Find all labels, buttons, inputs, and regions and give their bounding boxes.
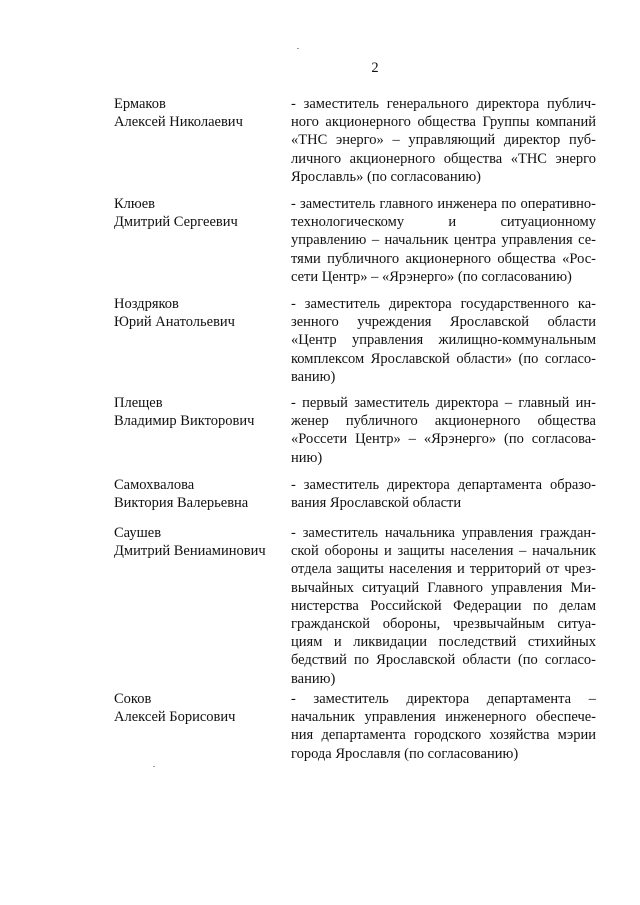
member-role: [291, 95, 596, 186]
member-given-names: Дмитрий Вениаминович: [114, 543, 266, 560]
role-line: нистерства Российской Федерации по делам: [291, 597, 596, 614]
role-line: ного акционерного общества Группы компаний: [291, 114, 596, 131]
role-line: бедствий по Ярославской области (по согласо-: [291, 652, 596, 669]
role-line: Ярославль» (по согласованию): [291, 168, 482, 185]
role-line: ванию): [291, 670, 336, 687]
member-given-names: Виктория Валерьевна: [114, 495, 249, 512]
member-role: [291, 295, 596, 386]
role-line: - заместитель главного инженера по оперативно-: [291, 196, 596, 212]
role-line: начальник управления инженерного обеспече-: [291, 709, 596, 726]
member-role: [291, 690, 596, 763]
role-line: комплексом Ярославской области» (по согласо-: [291, 350, 596, 367]
member-surname: Ноздряков: [114, 296, 179, 312]
member-name: [114, 295, 284, 331]
member-surname: Клюев: [114, 196, 156, 212]
member-surname: Самохвалова: [114, 477, 195, 493]
member-name: [114, 394, 284, 430]
role-line: ния департамента городского хозяйства мэрии: [291, 727, 596, 744]
member-role: [291, 476, 596, 512]
role-line: «Россети Центр» – «Ярэнерго» (по согласова-: [291, 431, 596, 448]
role-line: - заместитель директора департамента –: [291, 691, 596, 707]
member-name: [114, 690, 284, 726]
role-line: отдела защиты населения и территорий от чрез-: [291, 561, 596, 578]
role-line: нию): [291, 449, 323, 466]
role-line: циям и ликвидации последствий стихийных: [291, 634, 596, 651]
member-surname: Саушев: [114, 525, 162, 541]
role-line: вычайных ситуаций Главного управления Ми-: [291, 579, 596, 596]
member-given-names: Юрий Анатольевич: [114, 314, 235, 331]
role-line: - заместитель начальника управления граждан-: [291, 525, 596, 541]
role-line: города Ярославля (по согласованию): [291, 745, 519, 762]
role-line: - заместитель директора департамента образо-: [291, 477, 596, 493]
member-surname: Плещев: [114, 395, 163, 411]
role-line: - заместитель генерального директора публич-: [291, 96, 596, 112]
role-line: вания Ярославской области: [291, 495, 462, 512]
member-surname: Соков: [114, 691, 152, 707]
member-given-names: Дмитрий Сергеевич: [114, 214, 238, 231]
member-name: [114, 476, 284, 512]
role-line: ванию): [291, 368, 336, 385]
role-line: ской обороны и защиты населения – начальник: [291, 543, 596, 560]
member-role: [291, 394, 596, 467]
role-line: сети Центр» – «Ярэнерго» (по согласованию): [291, 268, 572, 285]
role-line: личного акционерного общества «ТНС энерго: [291, 150, 596, 167]
role-line: гражданской обороны, чрезвычайным ситуа-: [291, 616, 596, 633]
member-given-names: Алексей Борисович: [114, 709, 236, 726]
role-line: управлению – начальник центра управления се-: [291, 232, 596, 249]
role-line: - первый заместитель директора – главный ин-: [291, 395, 596, 411]
member-role: [291, 524, 596, 688]
page-number: 2: [371, 60, 379, 76]
role-line: тями публичного акционерного общества «Рос-: [291, 250, 596, 267]
role-line: женер публичного акционерного общества: [291, 413, 596, 430]
role-line: технологическому и ситуационному: [291, 214, 596, 231]
member-name: [114, 95, 284, 131]
role-line: - заместитель директора государственного ка-: [291, 296, 596, 312]
member-surname: Ермаков: [114, 96, 166, 112]
role-line: «ТНС энерго» – управляющий директор пуб-: [291, 132, 596, 149]
member-name: [114, 524, 284, 560]
role-line: «Центр управления жилищно-коммунальным: [291, 332, 596, 349]
member-given-names: Алексей Николаевич: [114, 114, 243, 131]
scan-speck: [297, 48, 299, 49]
scan-speck: [153, 766, 155, 767]
member-name: [114, 195, 284, 231]
member-role: [291, 195, 596, 286]
member-given-names: Владимир Викторович: [114, 413, 255, 430]
role-line: зенного учреждения Ярославской области: [291, 314, 596, 331]
